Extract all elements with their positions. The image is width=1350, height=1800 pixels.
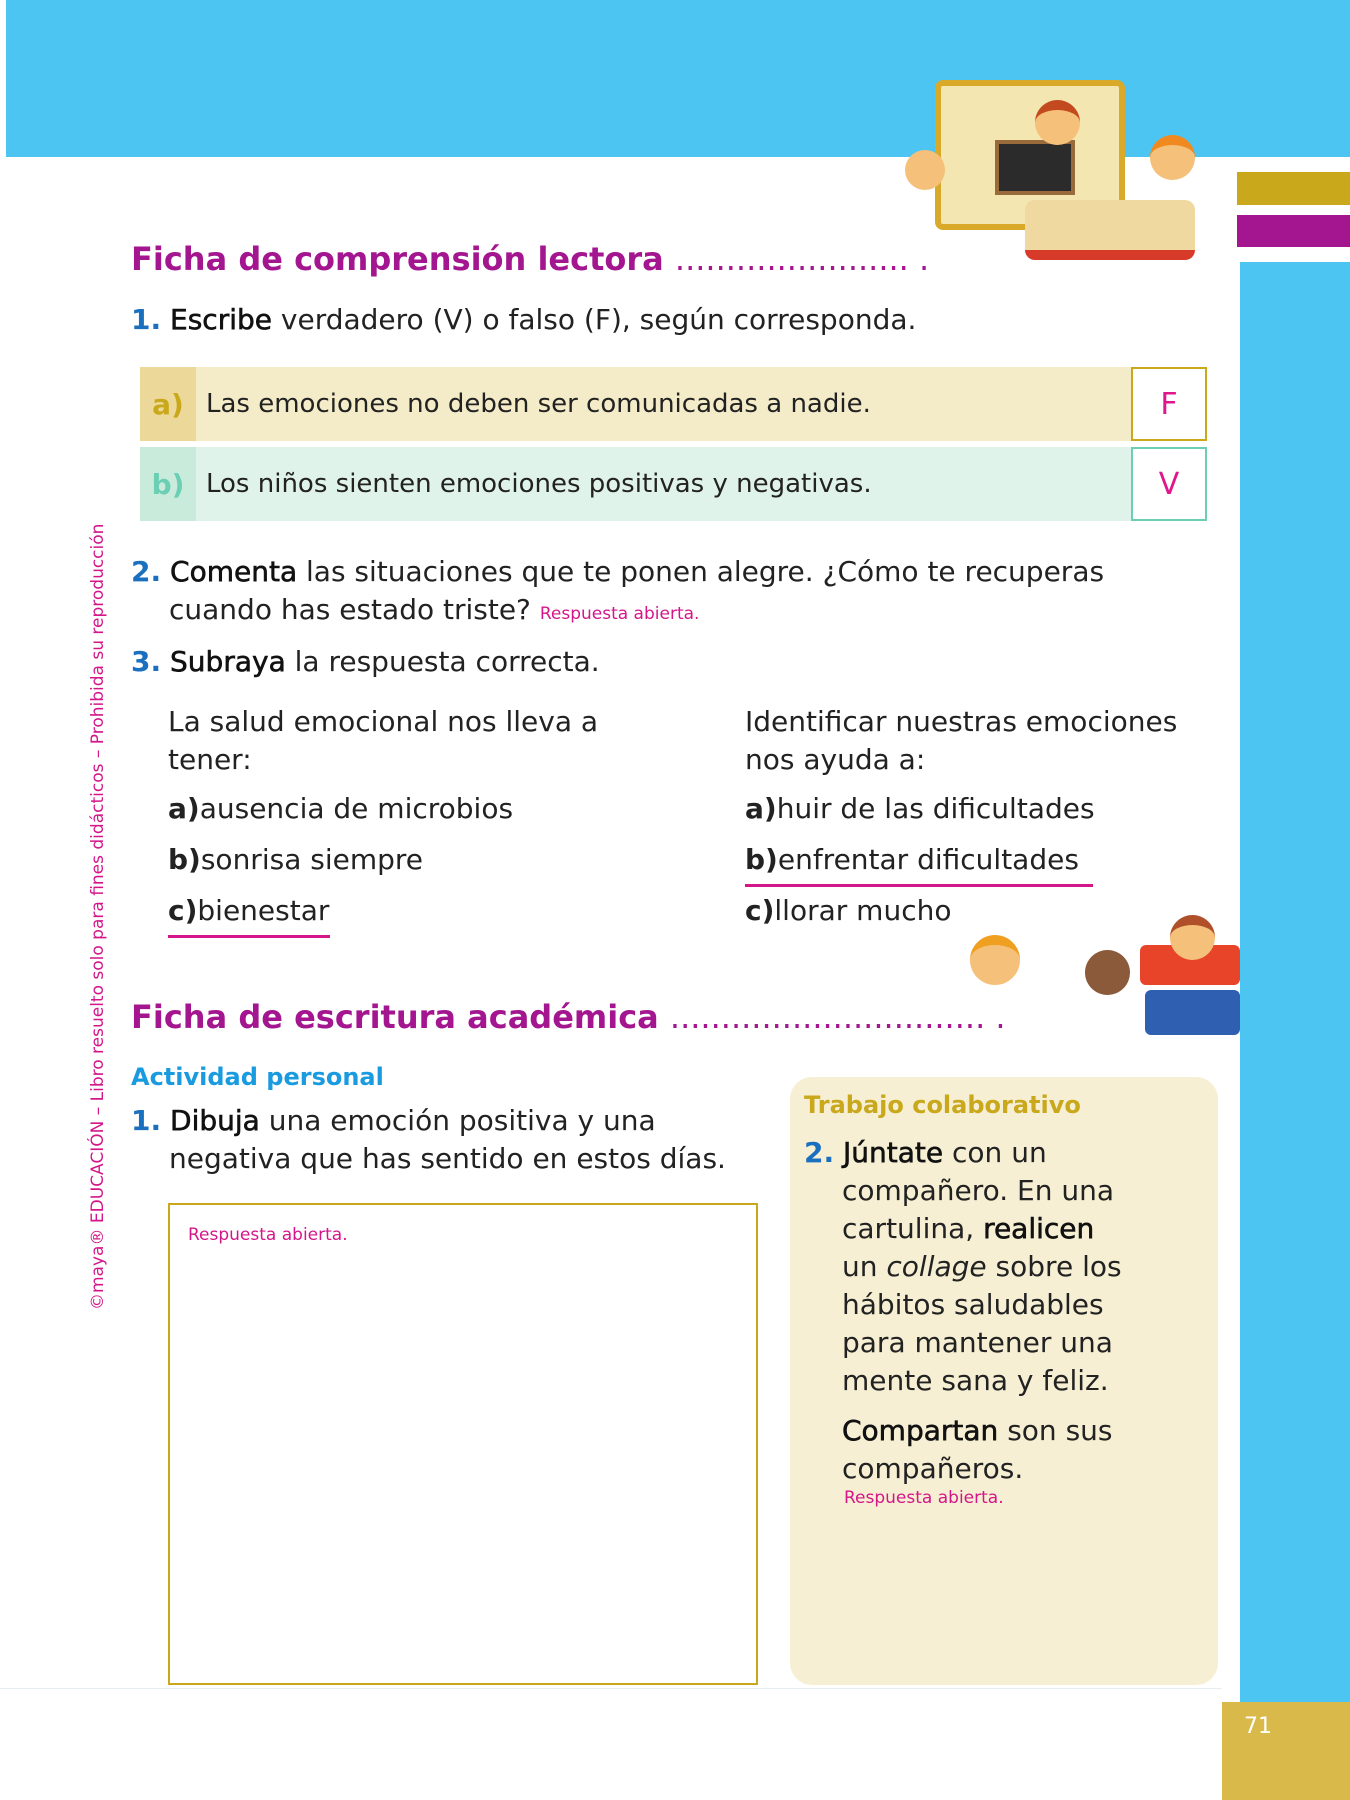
collab-question-2: 2. Júntate con un compañero. En una cartulina, realicen un collage sobre los hábitos saludables para mantener una mente sana y feliz. Compartan son sus compañeros. Respuesta abierta. <box>804 1134 1214 1508</box>
answer-text: Respuesta abierta. <box>188 1225 348 1245</box>
option[interactable]: c)llorar mucho <box>745 894 952 927</box>
side-stripe <box>1240 262 1350 1702</box>
answer-box[interactable]: V <box>1131 447 1207 521</box>
option[interactable]: b)sonrisa siempre <box>168 843 424 876</box>
question-1: 1. Escribe verdadero (V) o falso (F), según corresponda. <box>131 303 917 336</box>
answer-underline <box>745 884 1093 887</box>
personal-question-1: 1. Dibuja una emoción positiva y una negativa que has sentido en estos días. <box>131 1104 726 1175</box>
kids-books-illustration <box>905 80 1205 280</box>
collab-label: Trabajo colaborativo <box>804 1091 1081 1119</box>
answer-box[interactable]: F <box>1131 367 1207 441</box>
kids-reading-illustration <box>970 915 1245 1065</box>
answer-text: Respuesta abierta. <box>844 1488 1004 1508</box>
tf-row-a <box>140 367 1207 441</box>
magenta-tab <box>1237 215 1350 247</box>
item-text: Los niños sienten emociones positivas y negativas. <box>206 469 872 499</box>
item-letter: b) <box>140 447 196 521</box>
section-title-escritura: Ficha de escritura académica ............................... . <box>131 998 1006 1036</box>
option-selected[interactable]: b)enfrentar dificultades <box>745 843 1079 876</box>
item-text: Las emociones no deben ser comunicadas a nadie. <box>206 389 871 419</box>
collaborative-panel <box>790 1077 1218 1685</box>
q3-right-stem: Identificar nuestras emociones nos ayuda a: <box>745 705 1178 776</box>
item-letter: a) <box>140 367 196 441</box>
footer-divider <box>0 1688 1222 1689</box>
option[interactable]: a)huir de las dificultades <box>745 792 1095 825</box>
answer-underline <box>168 935 330 938</box>
answer-text: Respuesta abierta. <box>539 604 700 624</box>
option-selected[interactable]: c)bienestar <box>168 894 330 927</box>
question-3: 3. Subraya la respuesta correcta. <box>131 645 600 678</box>
q3-left-stem: La salud emocional nos lleva a tener: <box>168 705 599 776</box>
option[interactable]: a)ausencia de microbios <box>168 792 514 825</box>
tf-row-b <box>140 447 1207 521</box>
section-title-comprension: Ficha de comprensión lectora ....................... . <box>131 240 930 278</box>
actividad-personal-label: Actividad personal <box>131 1063 384 1091</box>
copyright-side-text: ©maya® EDUCACIÓN – Libro resuelto solo para fines didácticos – Prohibida su reproducción <box>88 523 108 1310</box>
drawing-area[interactable] <box>168 1203 758 1685</box>
question-2: 2. Comenta las situaciones que te ponen alegre. ¿Cómo te recuperas cuando has estado triste? Respuesta abierta. <box>131 555 1105 626</box>
gold-tab <box>1237 172 1350 205</box>
page-number: 71 <box>1222 1702 1350 1800</box>
